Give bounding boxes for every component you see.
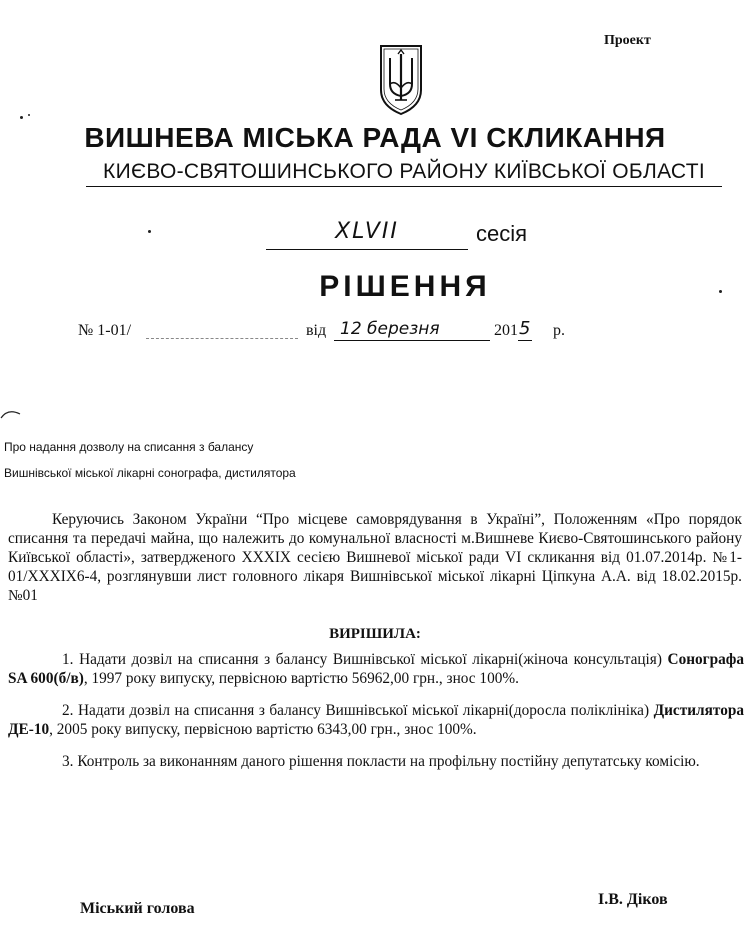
year-suffix: р. <box>553 322 565 339</box>
decision-number-prefix: № 1-01/ <box>78 322 132 339</box>
item-equipment: Дистилятора ДЕ-10 <box>8 702 744 738</box>
decision-item-2 <box>8 701 744 739</box>
item-number: 3. <box>62 753 74 770</box>
item-text-tail: , 1997 року випуску, первісною вартістю 56962,00 грн., знос 100%. <box>83 670 519 687</box>
item-equipment: Сонографа SA 600(б/в) <box>8 651 745 687</box>
year-digit-blank <box>518 340 532 341</box>
decision-item-1 <box>8 650 744 688</box>
date-blank <box>334 340 490 341</box>
scan-speck <box>148 230 151 233</box>
date-handwritten: 12 березня <box>340 319 440 339</box>
scan-speck <box>719 290 722 293</box>
subject-line-2: Вишнівської міської лікарні сонографа, дистилятора <box>4 466 296 480</box>
decision-number-line <box>78 318 598 346</box>
year-prefix: 201 <box>494 322 518 339</box>
scan-speck <box>20 116 23 119</box>
from-word: від <box>306 322 327 339</box>
item-text-tail: , 2005 року випуску, первісною вартістю 6343,00 грн., знос 100%. <box>49 721 477 738</box>
decision-item-3 <box>8 752 744 771</box>
item-number: 1. <box>62 651 74 668</box>
mayor-title: Міський голова <box>80 900 195 917</box>
scan-mark-curve <box>0 406 24 422</box>
item-text: Надати дозвіл на списання з балансу Вишнівської міської лікарні(доросла поліклініка) <box>78 702 650 719</box>
decision-title: РІШЕННЯ <box>319 270 491 303</box>
mayor-name: І.В. Діков <box>598 891 668 908</box>
year-digit-handwritten: 5 <box>519 318 531 339</box>
council-title: ВИШНЕВА МІСЬКА РАДА VI СКЛИКАННЯ <box>84 122 666 153</box>
item-text: Контроль за виконанням даного рішення покласти на профільну постійну депутатську комісію. <box>77 753 700 770</box>
subject-line-1: Про надання дозволу на списання з балансу <box>4 440 254 454</box>
item-text: Надати дозвіл на списання з балансу Вишнівської міської лікарні(жіноча консультація) <box>79 651 662 668</box>
session-number: XLVII <box>266 219 468 250</box>
council-subtitle: КИЄВО-СВЯТОШИНСЬКОГО РАЙОНУ КИЇВСЬКОЇ ОБЛАСТІ <box>86 160 722 187</box>
preamble-paragraph: Керуючись Законом України “Про місцеве самоврядування в Україні”, Положенням «Про порядок списання та передачі майна, що належить до комунальної власності м.Вишневе Києво-Святошинського району Київської області», затвердженого XXXIX сесією Вишневої міської ради VI скликання від 01.07.2014р. №1-01/XXXIX6-4, розглянувши лист головного лікаря Вишнівської міської лікарні Ціпкуна А.А. від 18.02.2015р. №01 <box>8 511 742 604</box>
decision-number-blank <box>146 338 298 339</box>
resolved-heading: ВИРІШИЛА: <box>329 626 421 642</box>
scan-speck <box>28 114 30 116</box>
session-word: сесія <box>476 221 528 246</box>
project-label: Проект <box>604 33 651 48</box>
item-number: 2. <box>62 702 74 719</box>
trident-coat-of-arms-icon <box>378 44 424 116</box>
